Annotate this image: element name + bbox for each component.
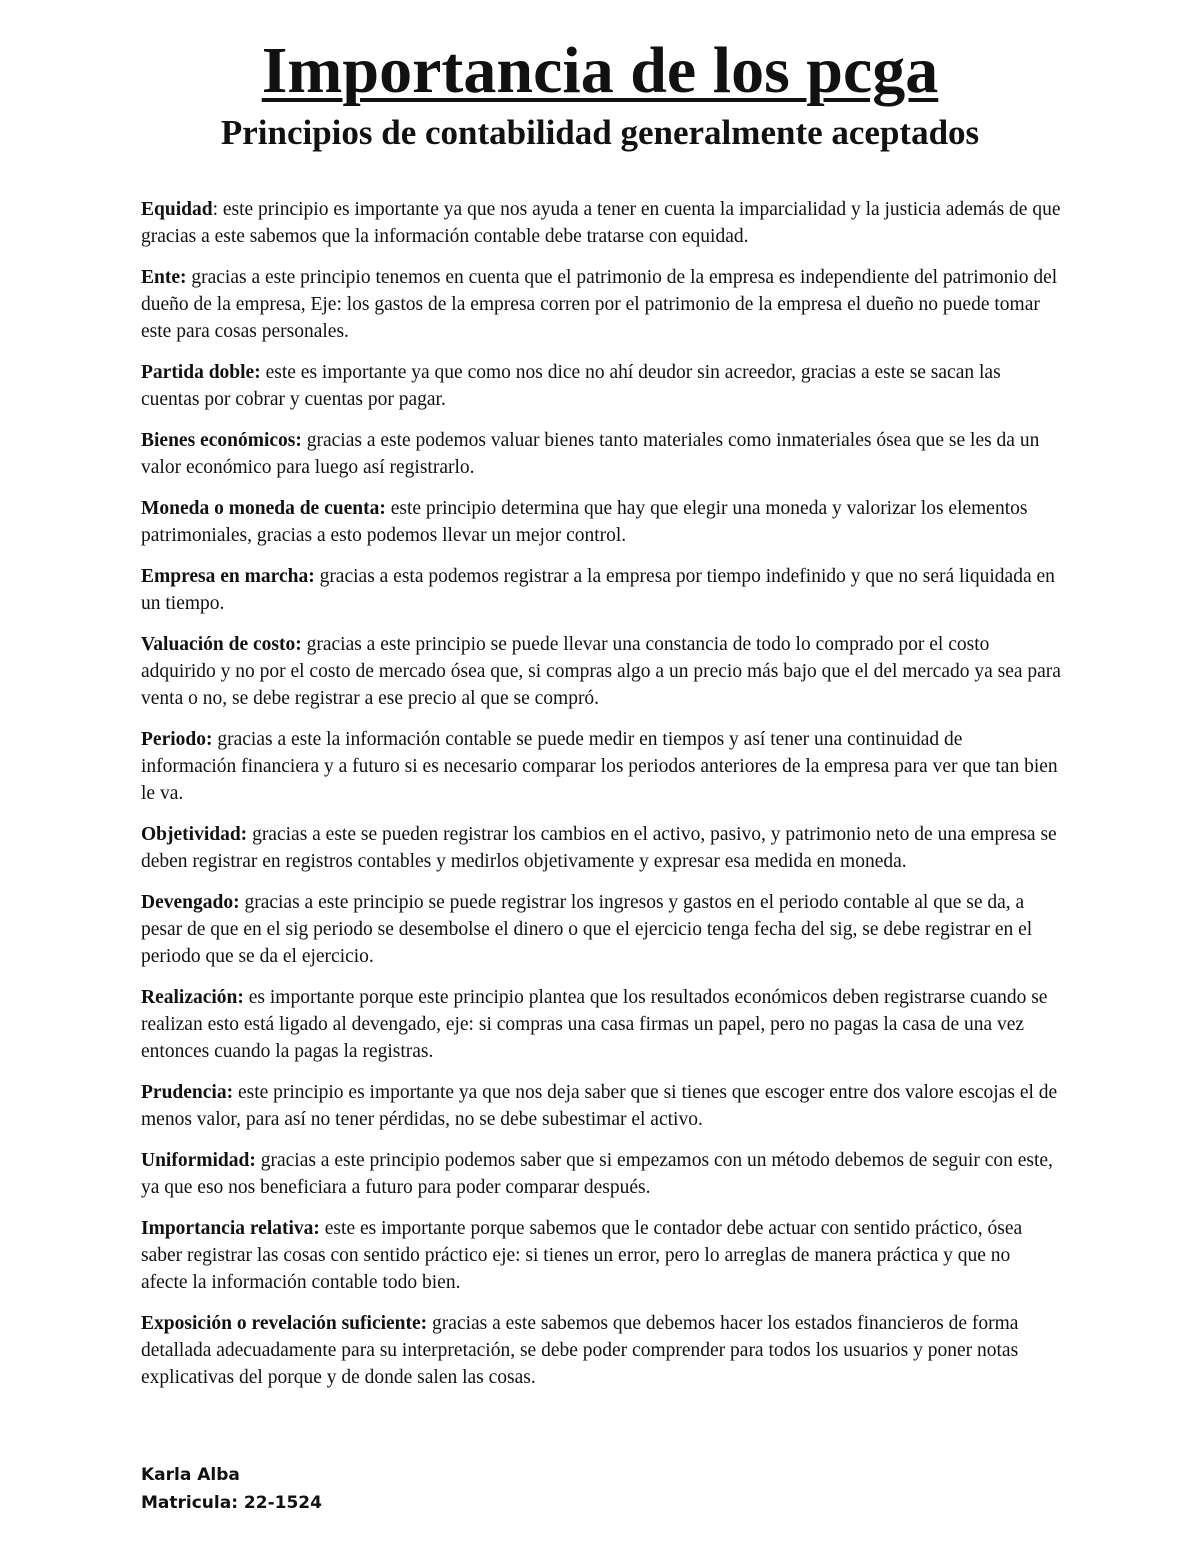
author-name: Karla Alba: [141, 1465, 240, 1485]
principle-text: gracias a este principio podemos saber que si empezamos con un método debemos de seguir con este, ya que eso nos beneficiara a futuro para poder comparar después.: [141, 1150, 1053, 1198]
principle-term: Valuación de costo:: [141, 634, 302, 655]
principle-ente: [141, 264, 1061, 345]
principle-term: Objetividad:: [141, 824, 248, 845]
principle-term: Uniformidad:: [141, 1150, 256, 1171]
principle-text: gracias a este sabemos que debemos hacer los estados financieros de forma detallada adecuadamente para su interpretación, se debe poder comprender para todos los usuarios y poner notas explicativas del porque y de donde salen las cosas.: [141, 1313, 1019, 1388]
principle-term: Prudencia:: [141, 1082, 234, 1103]
principle-text: gracias a este principio se puede llevar una constancia de todo lo comprado por el costo adquirido y no por el costo de mercado ósea que, si compras algo a un precio más bajo que el del mercado ya sea para venta o no, se debe registrar a ese precio al que se compró.: [141, 634, 1061, 709]
principle-term: Empresa en marcha:: [141, 566, 315, 587]
principle-text: este principio determina que hay que elegir una moneda y valorizar los elementos patrimoniales, gracias a esto podemos llevar un mejor control.: [141, 498, 1028, 546]
author-block: [141, 1461, 322, 1517]
principle-term: Bienes económicos:: [141, 430, 302, 451]
page-subtitle: Principios de contabilidad generalmente aceptados: [220, 113, 980, 152]
principle-bienes-economicos: [141, 427, 1061, 481]
principle-term: Moneda o moneda de cuenta:: [141, 498, 386, 519]
principle-term: Importancia relativa:: [141, 1218, 320, 1239]
principle-term: Realización:: [141, 987, 244, 1008]
principle-empresa-en-marcha: [141, 563, 1061, 617]
principle-text: es importante porque este principio plantea que los resultados económicos deben registrarse cuando se realizan esto está ligado al devengado, eje: si compras una casa firmas un papel, pero no pagas la casa de una vez entonces cuando la pagas la registras.: [141, 987, 1048, 1062]
principle-text: este principio es importante ya que nos ayuda a tener en cuenta la imparcialidad y la justicia además de que gracias a este sabemos que la información contable debe tratarse con equidad.: [141, 199, 1061, 247]
principle-devengado: [141, 889, 1061, 970]
principle-term: Periodo:: [141, 729, 213, 750]
principle-term: Ente:: [141, 267, 187, 288]
principle-valuacion-de-costo: [141, 631, 1061, 712]
principle-term: Exposición o revelación suficiente:: [141, 1313, 428, 1334]
principle-term: Devengado:: [141, 892, 240, 913]
principle-term: Equidad: [141, 199, 213, 220]
principle-text: este es importante ya que como nos dice no ahí deudor sin acreedor, gracias a este se sacan las cuentas por cobrar y cuentas por pagar.: [141, 362, 1001, 410]
principle-term: Partida doble:: [141, 362, 261, 383]
principle-moneda: [141, 495, 1061, 549]
principle-text: gracias a este principio tenemos en cuenta que el patrimonio de la empresa es independiente del patrimonio del dueño de la empresa, Eje: los gastos de la empresa corren por el patrimonio de la empresa el dueño no puede tomar este para cosas personales.: [141, 267, 1058, 342]
principle-text: este es importante porque sabemos que le contador debe actuar con sentido práctico, ósea saber registrar las cosas con sentido práctico eje: si tienes un error, pero lo arreglas de manera práctica y que no afecte la información contable todo bien.: [141, 1218, 1023, 1293]
principle-exposicion: [141, 1310, 1061, 1391]
principle-text: gracias a esta podemos registrar a la empresa por tiempo indefinido y que no será liquidada en un tiempo.: [141, 566, 1055, 614]
principle-text: gracias a este se pueden registrar los cambios en el activo, pasivo, y patrimonio neto de una empresa se deben registrar en registros contables y medirlos objetivamente y expresar esa medida en moneda.: [141, 824, 1057, 872]
principle-periodo: [141, 726, 1061, 807]
principle-importancia-relativa: [141, 1215, 1061, 1296]
principle-text: gracias a este principio se puede registrar los ingresos y gastos en el periodo contable al que se da, a pesar de que en el sig periodo se desembolse el dinero o que el ejercicio tenga fecha del sig, se debe registrar en el periodo que se da el ejercicio.: [141, 892, 1033, 967]
principles-list: [141, 196, 1061, 1405]
principle-text: este principio es importante ya que nos deja saber que si tienes que escoger entre dos valore escojas el de menos valor, para así no tener pérdidas, no se debe subestimar el activo.: [141, 1082, 1058, 1130]
principle-text: gracias a este podemos valuar bienes tanto materiales como inmateriales ósea que se les da un valor económico para luego así registrarlo.: [141, 430, 1040, 478]
principle-text: gracias a este la información contable se puede medir en tiempos y así tener una continuidad de información financiera y a futuro si es necesario comparar los periodos anteriores de la empresa para ver que tan bien le va.: [141, 729, 1058, 804]
principle-separator: :: [212, 199, 218, 220]
principle-partida-doble: [141, 359, 1061, 413]
principle-realizacion: [141, 984, 1061, 1065]
principle-prudencia: [141, 1079, 1061, 1133]
principle-equidad: [141, 196, 1061, 250]
page-title: Importancia de los pcga: [261, 34, 939, 107]
principle-objetividad: [141, 821, 1061, 875]
principle-uniformidad: [141, 1147, 1061, 1201]
author-id: Matricula: 22-1524: [141, 1493, 322, 1513]
